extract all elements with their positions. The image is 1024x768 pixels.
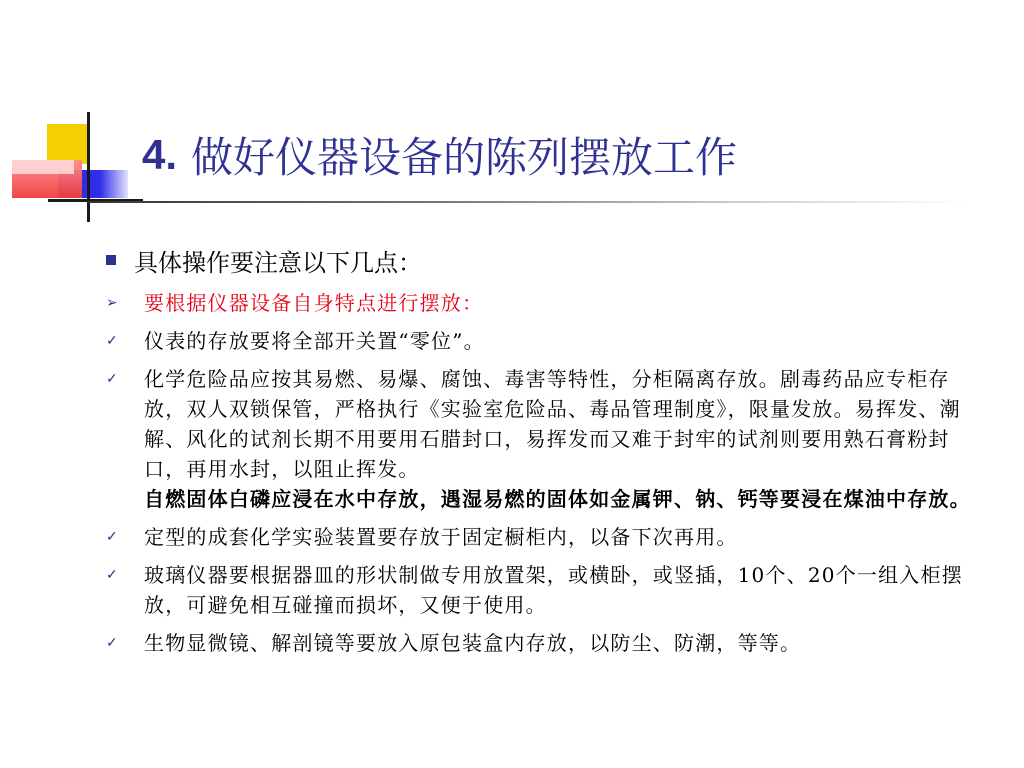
title-text: 做好仪器设备的陈列摆放工作 [191, 133, 738, 182]
main-point [104, 240, 984, 280]
list-item-text-group [144, 364, 976, 514]
list-item [104, 364, 984, 514]
slide-content [104, 240, 984, 658]
decor-vertical-line [87, 112, 90, 222]
square-bullet-icon [106, 255, 116, 265]
slide-title [142, 124, 737, 186]
list-item [104, 326, 984, 356]
list-item-text: 化学危险品应按其易燃、易爆、腐蚀、毒害等特性，分柜隔离存放。剧毒药品应专柜存放，双人双锁保管，严格执行《实验室危险品、毒品管理制度》，限量发放。易挥发、潮解、风化的试剂长期不用要用石腊封口，易挥发而又难于封牢的试剂则要用熟石膏粉封口，再用水封，以阻止挥发。 [144, 367, 961, 481]
sub-point [104, 288, 984, 318]
main-point-text: 具体操作要注意以下几点： [134, 248, 422, 277]
sub-point-text: 要根据仪器设备自身特点进行摆放： [144, 291, 484, 315]
decor-red-highlight [12, 160, 74, 174]
checkmark-bullet-icon: ✓ [106, 333, 118, 349]
decor-yellow-square [47, 124, 87, 164]
checkmark-bullet-icon: ✓ [106, 371, 118, 387]
list-item [104, 522, 984, 552]
list-item-text: 仪表的存放要将全部开关置“零位”。 [144, 329, 485, 353]
list-item [104, 628, 984, 658]
title-underline [88, 201, 968, 203]
list-item-text: 定型的成套化学实验装置要存放于固定橱柜内，以备下次再用。 [144, 525, 738, 549]
list-item-text: 生物显微镜、解剖镜等要放入原包装盒内存放，以防尘、防潮，等等。 [144, 631, 802, 655]
arrow-bullet-icon: ➢ [106, 295, 118, 311]
checkmark-bullet-icon: ✓ [106, 529, 118, 545]
list-item-text: 玻璃仪器要根据器皿的形状制做专用放置架，或横卧，或竖插，10个、20个一组入柜摆放，可避免相互碰撞而损坏，又便于使用。 [144, 563, 963, 617]
list-item-bold-text: 自燃固体白磷应浸在水中存放，遇湿易燃的固体如金属钾、钠、钙等要浸在煤油中存放。 [144, 487, 971, 511]
checkmark-bullet-icon: ✓ [106, 567, 118, 583]
checkmark-bullet-icon: ✓ [106, 635, 118, 651]
list-item [104, 560, 984, 620]
title-number: 4. [142, 131, 178, 178]
